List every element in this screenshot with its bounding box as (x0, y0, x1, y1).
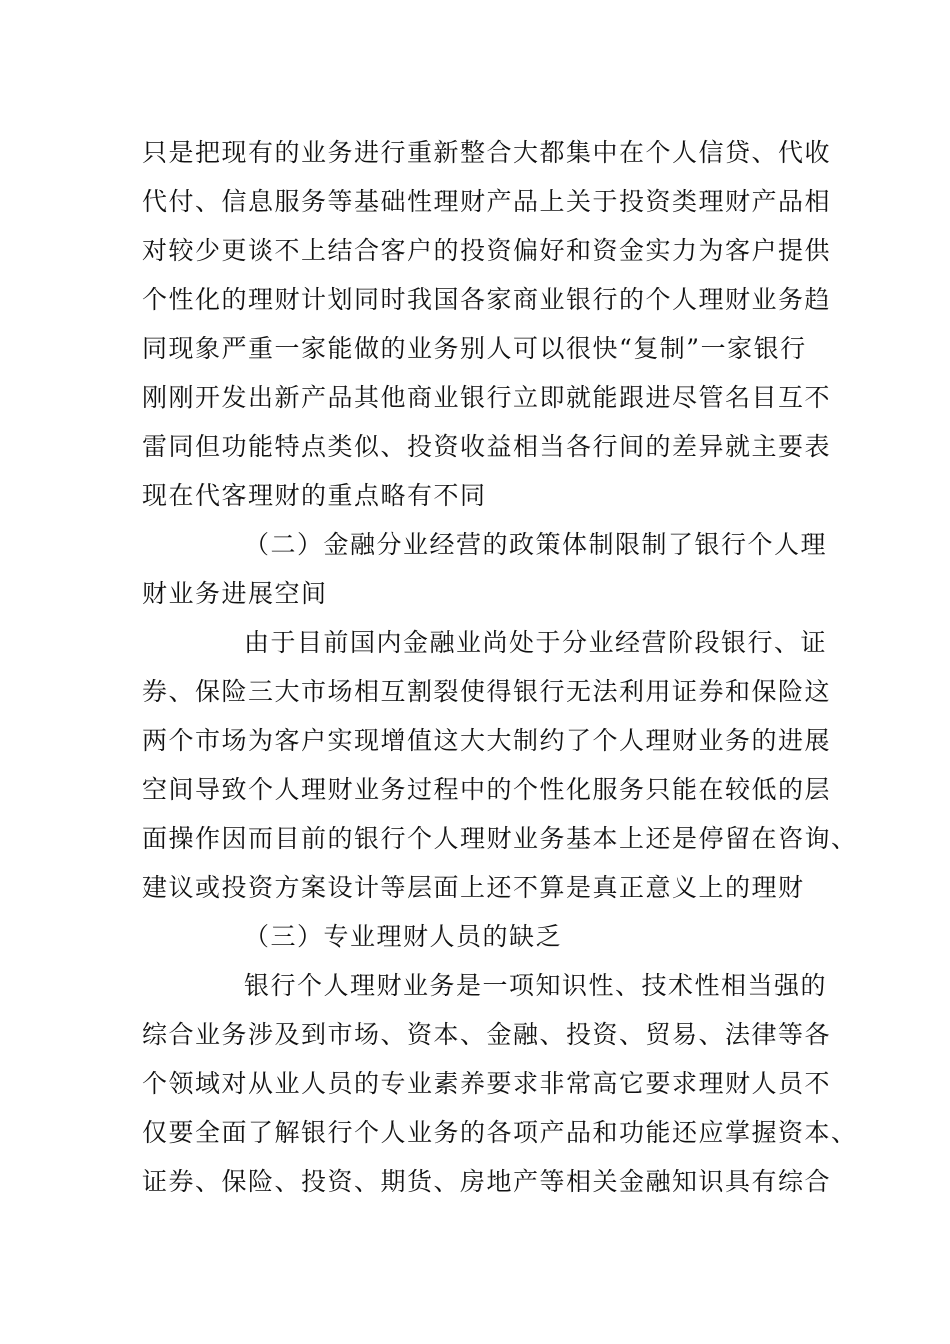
text-line: 仅要全面了解银行个人业务的各项产品和功能还应掌握资本、 (142, 1118, 858, 1147)
text-line: 面操作因而目前的银行个人理财业务基本上还是停留在咨询、 (142, 824, 858, 853)
text-line: 建议或投资方案设计等层面上还不算是真正意义上的理财 (142, 873, 805, 902)
text-line: 证券、保险、投资、期货、房地产等相关金融知识具有综合 (142, 1167, 832, 1196)
text-line: 个性化的理财计划同时我国各家商业银行的个人理财业务趋 (142, 285, 832, 314)
text-line: 雷同但功能特点类似、投资收益相当各行间的差异就主要表 (142, 432, 832, 461)
text-line: 两个市场为客户实现增值这大大制约了个人理财业务的进展 (142, 726, 832, 755)
paragraph-first-line: 由于目前国内金融业尚处于分业经营阶段银行、证 (244, 628, 828, 657)
text-line: 刚刚开发出新产品其他商业银行立即就能跟进尽管名目互不 (142, 383, 832, 412)
text-line: 只是把现有的业务进行重新整合大都集中在个人信贷、代收 (142, 138, 832, 167)
text-line: 综合业务涉及到市场、资本、金融、投资、贸易、法律等各 (142, 1020, 832, 1049)
text-line: 同现象严重一家能做的业务别人可以很快“复制”一家银行 (142, 334, 807, 363)
paragraph-first-line: （三）专业理财人员的缺乏 (244, 922, 563, 951)
text-line: 对较少更谈不上结合客户的投资偏好和资金实力为客户提供 (142, 236, 832, 265)
text-line: 个领域对从业人员的专业素养要求非常高它要求理财人员不 (142, 1069, 832, 1098)
paragraph-first-line: 银行个人理财业务是一项知识性、技术性相当强的 (244, 971, 828, 1000)
paragraph-first-line: （二）金融分业经营的政策体制限制了银行个人理 (244, 530, 828, 559)
text-line: 券、保险三大市场相互割裂使得银行无法利用证券和保险这 (142, 677, 832, 706)
text-line: 空间导致个人理财业务过程中的个性化服务只能在较低的层 (142, 775, 832, 804)
text-line: 现在代客理财的重点略有不同 (142, 481, 487, 510)
text-line: 财业务进展空间 (142, 579, 328, 608)
text-line: 代付、信息服务等基础性理财产品上关于投资类理财产品相 (142, 187, 832, 216)
